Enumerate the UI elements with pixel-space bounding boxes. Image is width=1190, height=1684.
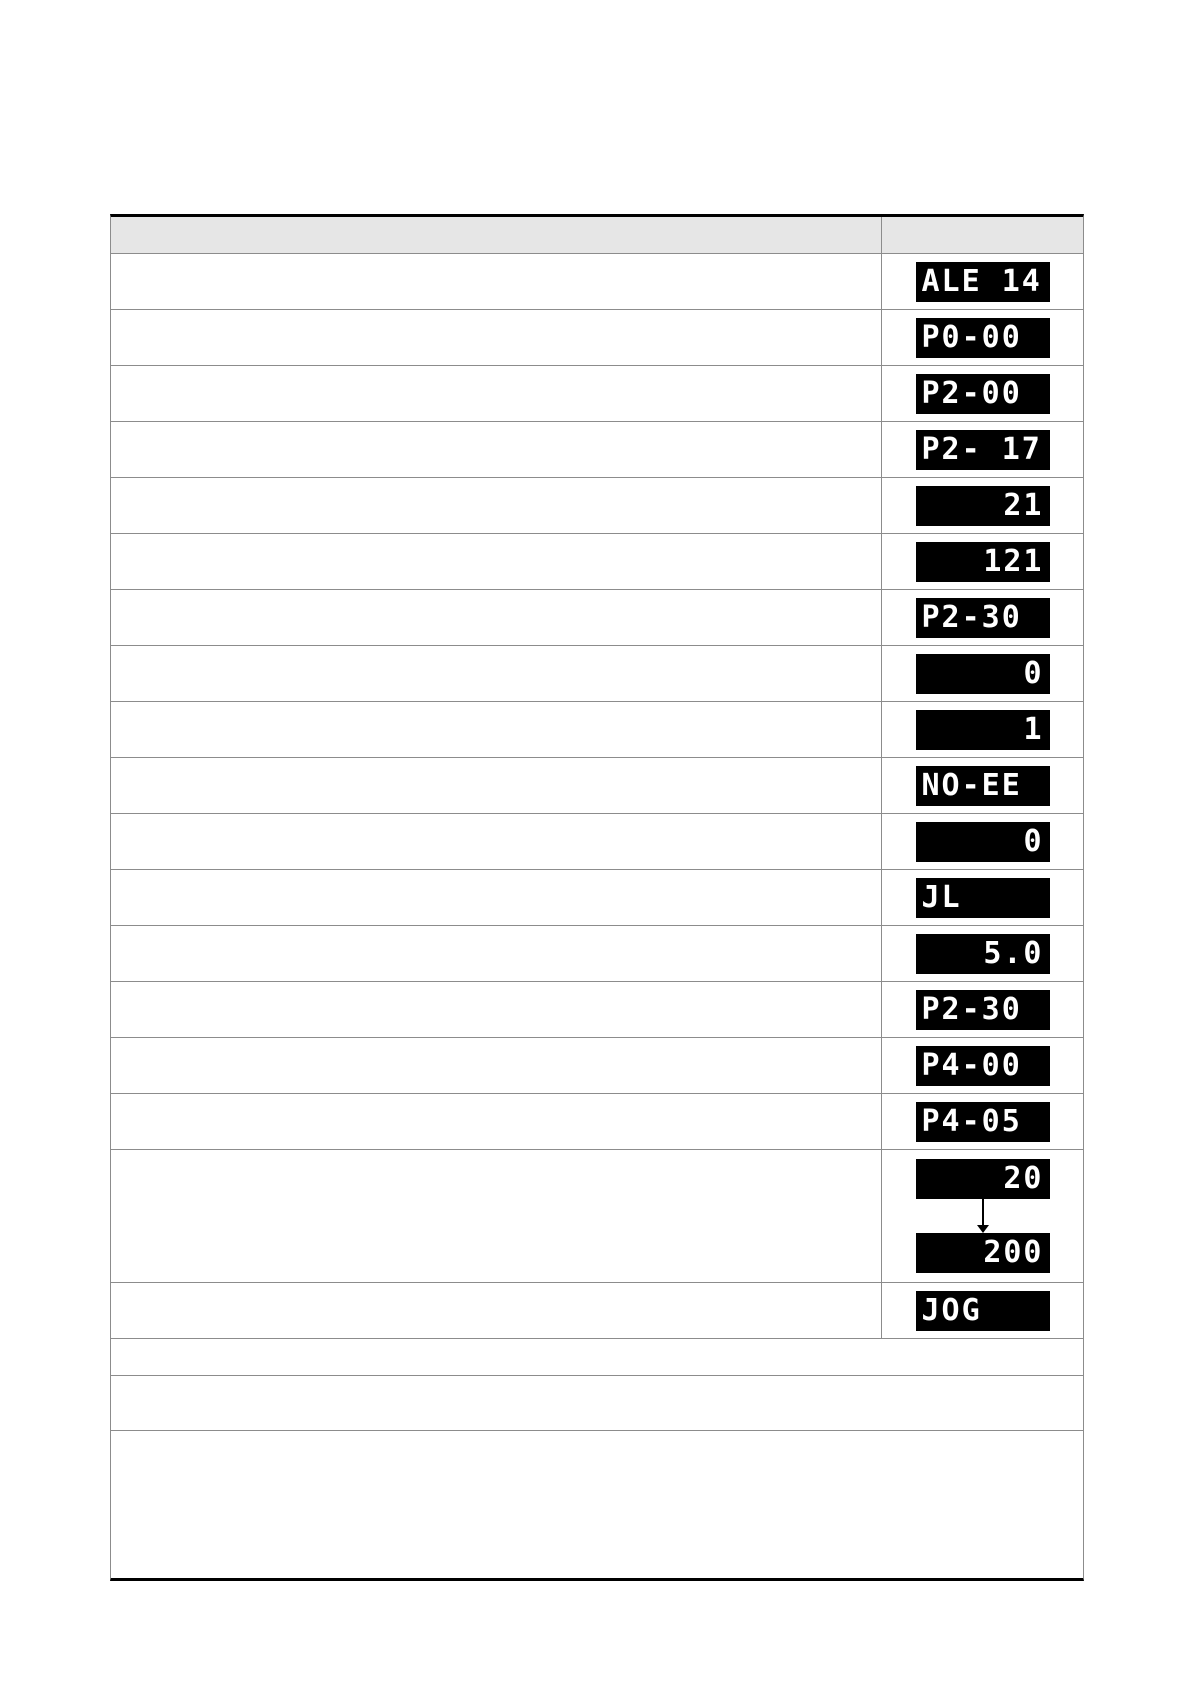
- lcd-display: P2- 17: [916, 430, 1050, 470]
- table-row-note: [111, 1376, 1083, 1431]
- lcd-display: P0-00: [916, 318, 1050, 358]
- step-text: [111, 870, 882, 925]
- lcd-display: 21: [916, 486, 1050, 526]
- step-text: [111, 478, 882, 533]
- lcd-display: 5.0: [916, 934, 1050, 974]
- step-text: [111, 366, 882, 421]
- lcd-display: P4-05: [916, 1102, 1050, 1142]
- note-text: [111, 1376, 1083, 1430]
- lcd-display: 121: [916, 542, 1050, 582]
- table-row: [111, 254, 1083, 310]
- step-text: [111, 926, 882, 981]
- arrow-down-icon: [973, 1199, 993, 1233]
- lcd-display: JOG: [916, 1291, 1050, 1331]
- step-text: [111, 422, 882, 477]
- table-row: [111, 366, 1083, 422]
- step-text: [111, 982, 882, 1037]
- table-row: [111, 590, 1083, 646]
- step-text: [111, 1038, 882, 1093]
- lcd-display: 0: [916, 654, 1050, 694]
- table-row: [111, 982, 1083, 1038]
- table-row: [111, 310, 1083, 366]
- lcd-display: P2-00: [916, 374, 1050, 414]
- step-text: [111, 590, 882, 645]
- lcd-display: P2-30: [916, 990, 1050, 1030]
- table-row: [111, 1150, 1083, 1283]
- lcd-display: NO-EE: [916, 766, 1050, 806]
- step-text: [111, 1150, 882, 1282]
- table-row: [111, 1283, 1083, 1339]
- step-text: [111, 702, 882, 757]
- table-row: [111, 926, 1083, 982]
- step-text: [111, 310, 882, 365]
- table-row: [111, 478, 1083, 534]
- lcd-display-result: 200: [916, 1233, 1050, 1273]
- table-row: [111, 534, 1083, 590]
- table-row-note: [111, 1431, 1083, 1578]
- header-steps: [111, 217, 882, 253]
- step-text: [111, 1094, 882, 1149]
- header-display: [882, 217, 1083, 253]
- table-row: [111, 702, 1083, 758]
- table-row: [111, 814, 1083, 870]
- lcd-display: P2-30: [916, 598, 1050, 638]
- note-text: [111, 1339, 1083, 1375]
- step-text: [111, 254, 882, 309]
- table-row: [111, 646, 1083, 702]
- table-row-note: [111, 1339, 1083, 1376]
- table-row: [111, 1038, 1083, 1094]
- lcd-display: JL: [916, 878, 1050, 918]
- step-text: [111, 534, 882, 589]
- table-row: [111, 758, 1083, 814]
- table-row: [111, 1094, 1083, 1150]
- lcd-display: 0: [916, 822, 1050, 862]
- lcd-display: P4-00: [916, 1046, 1050, 1086]
- step-text: [111, 758, 882, 813]
- procedure-table: [110, 214, 1084, 1581]
- lcd-display: 1: [916, 710, 1050, 750]
- table-row: [111, 870, 1083, 926]
- table-header: [111, 217, 1083, 254]
- step-text: [111, 1283, 882, 1338]
- step-text: [111, 814, 882, 869]
- note-text: [111, 1431, 1083, 1578]
- lcd-display: 20: [916, 1159, 1050, 1199]
- lcd-display: ALE 14: [916, 262, 1050, 302]
- step-text: [111, 646, 882, 701]
- table-row: [111, 422, 1083, 478]
